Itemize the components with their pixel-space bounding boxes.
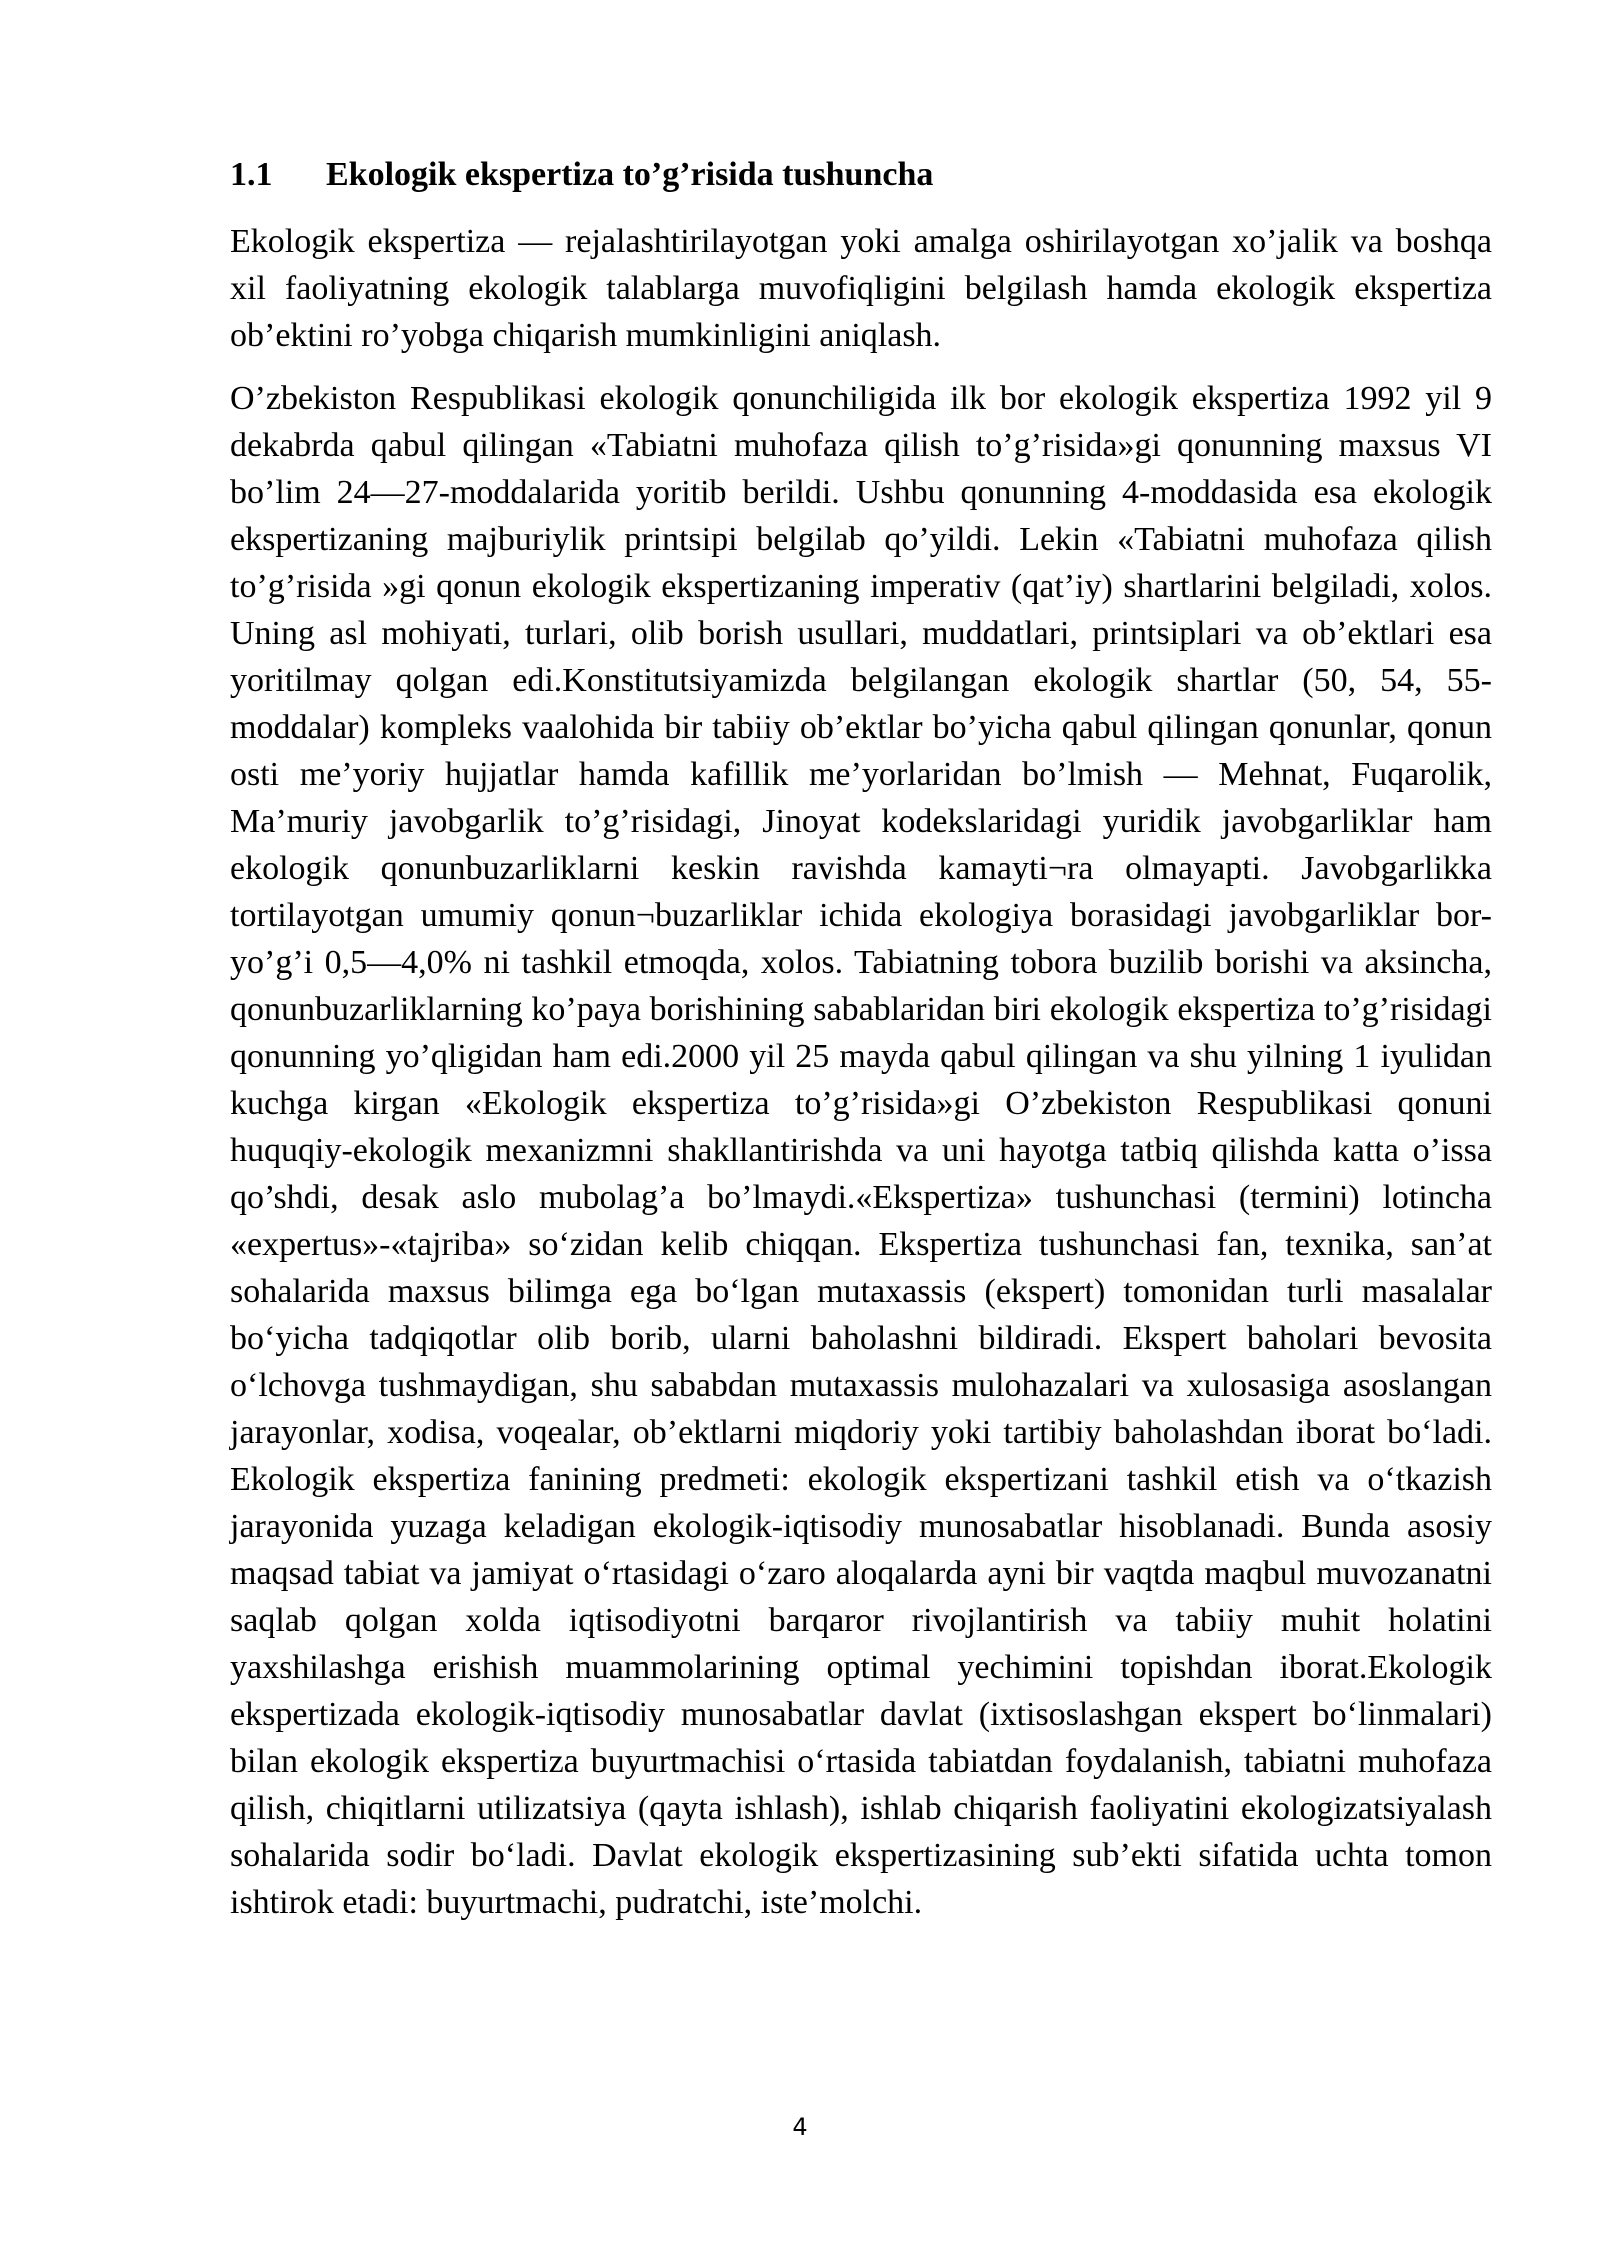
paragraph-definition: Ekologik ekspertiza — rejalashtirilayotgan yoki amalga oshirilayotgan xo’jalik va boshqa xil faoliyatning ekologik talablarga muvofiqligini belgilash hamda ekologik ekspertiza ob’ektini ro’yobga chiqarish mumkinligini aniqlash. (230, 223, 1492, 354)
paragraph-body: O’zbekiston Respublikasi ekologik qonunchiligida ilk bor ekologik ekspertiza 1992 yil 9 dekabrda qabul qilingan «Tabiatni muhofaza qilish to’g’risida»gi qonunning maxsus VI bo’lim 24—27-moddalarida yoritib berildi. Ushbu qonunning 4-moddasida esa ekologik ekspertizaning majburiylik printsipi belgilab qo’yildi. Lekin «Tabiatni muhofaza qilish to’g’risida »gi qonun ekologik ekspertizaning imperativ (qat’iy) shartlarini belgiladi, xolos. Uning asl mohiyati, turlari, olib borish usullari, muddatlari, printsiplari va ob’ektlari esa yoritilmay qolgan edi.Konstitutsiyamizda belgilangan ekologik shartlar (50, 54, 55-moddalar) kompleks vaalohida bir tabiiy ob’ektlar bo’yicha qabul qilingan qonunlar, qonun osti me’yoriy hujjatlar hamda kafillik me’yorlaridan bo’lmish — Mehnat, Fuqarolik, Ma’muriy javobgarlik to’g’risidagi, Jinoyat kodekslaridagi yuridik javobgarliklar ham ekologik qonunbuzarliklarni keskin ravishda kamayti¬ra olmayapti. Javobgarlikka tortilayotgan umumiy qonun¬buzarliklar ichida ekologiya borasidagi javobgarliklar bor-yo’g’i 0,5—4,0% ni tashkil etmoqda, xolos. Tabiatning tobora buzilib borishi va aksincha, qonunbuzarliklarning ko’paya borishining sabablaridan biri ekologik ekspertiza to’g’risidagi qonunning yo’qligidan ham edi.2000 yil 25 mayda qabul qilingan va shu yilning 1 iyulidan kuchga kirgan «Ekologik ekspertiza to’g’risida»gi O’zbekiston Respublikasi qonuni huquqiy-ekologik mexanizmni shakllantirishda va uni hayotga tatbiq qilishda katta o’issa qo’shdi, desak aslo mubolag’a bo’lmaydi.«Ekspertiza» tushunchasi (termini) lotincha «expertus»-«tajriba» so‘zidan kelib chiqqan. Ekspertiza tushunchasi fan, texnika, san’at sohalarida maxsus bilimga ega bo‘lgan mutaxassis (ekspert) tomonidan turli masalalar bo‘yicha tadqiqotlar olib borib, ularni baholashni bildiradi. Ekspert baholari bevosita o‘lchovga tushmaydigan, shu sababdan mutaxassis mulohazalari va xulosasiga asoslangan jarayonlar, xodisa, voqealar, ob’ektlarni miqdoriy yoki tartibiy baholashdan iborat bo‘ladi. Ekologik ekspertiza fanining predmeti: ekologik ekspertizani tashkil etish va o‘tkazish jarayonida yuzaga keladigan ekologik-iqtisodiy munosabatlar hisoblanadi. Bunda asosiy maqsad tabiat va jamiyat o‘rtasidagi o‘zaro aloqalarda ayni bir vaqtda maqbul muvozanatni saqlab qolgan xolda iqtisodiyotni barqaror rivojlantirish va tabiiy muhit holatini yaxshilashga erishish muammolarining optimal yechimini topishdan iborat.Ekologik ekspertizada ekologik-iqtisodiy munosabatlar davlat (ixtisoslashgan ekspert bo‘linmalari) bilan ekologik ekspertiza buyurtmachisi o‘rtasida tabiatdan foydalanish, tabiatni muhofaza qilish, chiqitlarni utilizatsiya (qayta ishlash), ishlab chiqarish faoliyatini ekologizatsiyalash sohalarida sodir bo‘ladi. Davlat ekologik ekspertizasining sub’ekti sifatida uchta tomon ishtirok etadi: buyurtmachi, pudratchi, iste’molchi. (230, 380, 1492, 1921)
section-heading (230, 148, 1492, 202)
page-content (230, 148, 1492, 1926)
section-number: 1.1 (230, 156, 273, 193)
section-title: Ekologik ekspertiza to’g’risida tushuncha (326, 156, 934, 193)
page-number: 4 (792, 2113, 808, 2141)
